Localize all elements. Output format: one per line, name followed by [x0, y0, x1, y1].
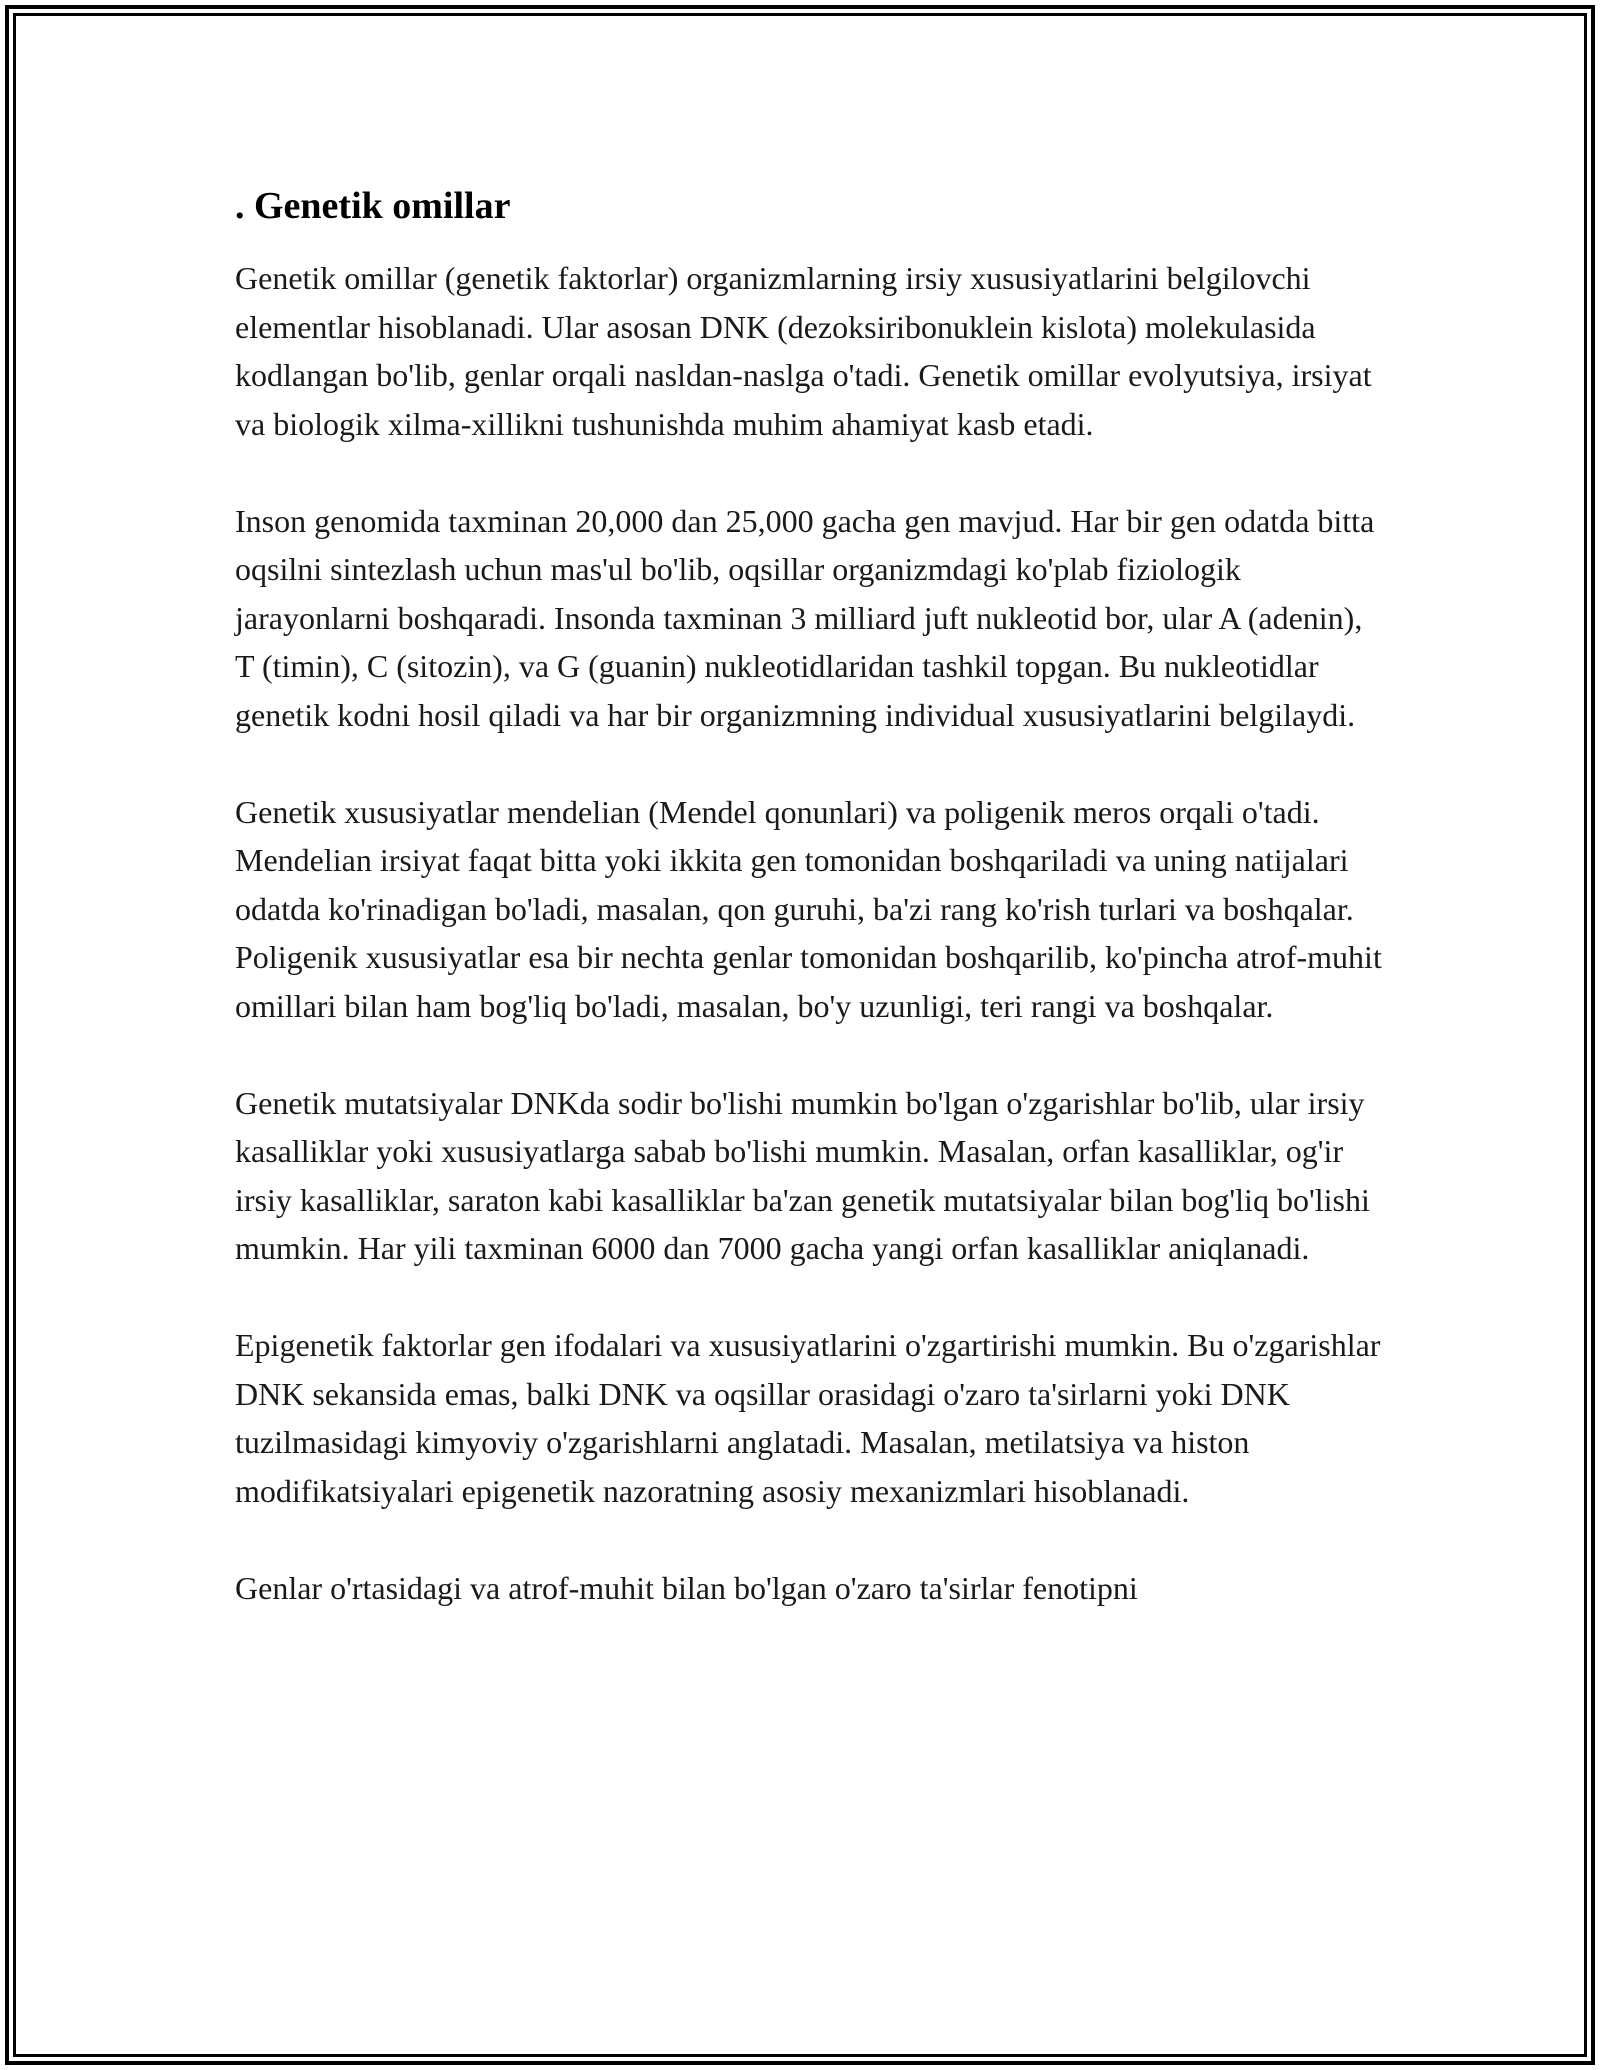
paragraph-inheritance-types: Genetik xususiyatlar mendelian (Mendel qonunlari) va poligenik meros orqali o'tadi. Mendelian irsiyat faqat bitta yoki ikkita gen tomonidan boshqariladi va uning natijalari odatda ko'rinadigan bo'ladi, masalan, qon guruhi, ba'zi rang ko'rish turlari va boshqalar. Poligenik xususiyatlar esa bir nechta genlar tomonidan boshqarilib, ko'pincha atrof-muhit omillari bilan ham bog'liq bo'ladi, masalan, bo'y uzunligi, teri rangi va boshqalar.: [235, 793, 1382, 1024]
paragraph-genetic-mutations: Genetik mutatsiyalar DNKda sodir bo'lishi mumkin bo'lgan o'zgarishlar bo'lib, ular irsiy kasalliklar yoki xususiyatlarga sabab bo'lishi mumkin. Masalan, orfan kasalliklar, og'ir irsiy kasalliklar, saraton kabi kasalliklar ba'zan genetik mutatsiyalar bilan bog'liq bo'lishi mumkin. Har yili taxminan 6000 dan 7000 gacha yangi orfan kasalliklar aniqlanadi.: [235, 1084, 1370, 1266]
paragraph-genetic-factors-intro: Genetik omillar (genetik faktorlar) organizmlarning irsiy xususiyatlarini belgilovchi elementlar hisoblanadi. Ular asosan DNK (dezoksiribonuklein kislota) molekulasida kodlangan bo'lib, genlar orqali nasldan-naslga o'tadi. Genetik omillar evolyutsiya, irsiyat va biologik xilma-xillikni tushunishda muhim ahamiyat kasb etadi.: [235, 260, 1372, 442]
paragraph-human-genome: Inson genomida taxminan 20,000 dan 25,000 gacha gen mavjud. Har bir gen odatda bitta oqsilni sintezlash uchun mas'ul bo'lib, oqsillar organizmdagi ko'plab fiziologik jarayonlarni boshqaradi. Insonda taxminan 3 milliard juft nukleotid bor, ular A (adenin), T (timin), C (sitozin), va G (guanin) nukleotidlaridan tashkil topgan. Bu nukleotidlar genetik kodni hosil qiladi va har bir organizmning individual xususiyatlarini belgilaydi.: [235, 502, 1375, 733]
paragraph-gene-environment: Genlar o'rtasidagi va atrof-muhit bilan bo'lgan o'zaro ta'sirlar fenotipni: [235, 1569, 1138, 1606]
page-title: . Genetik omillar: [235, 185, 511, 227]
paragraph-epigenetic-factors: Epigenetik faktorlar gen ifodalari va xususiyatlarini o'zgartirishi mumkin. Bu o'zgarishlar DNK sekansida emas, balki DNK va oqsillar orasidagi o'zaro ta'sirlarni yoki DNK tuzilmasidagi kimyoviy o'zgarishlarni anglatadi. Masalan, metilatsiya va histon modifikatsiyalari epigenetik nazoratning asosiy mexanizmlari hisoblanadi.: [235, 1327, 1381, 1509]
document-body: [235, 182, 1385, 1661]
